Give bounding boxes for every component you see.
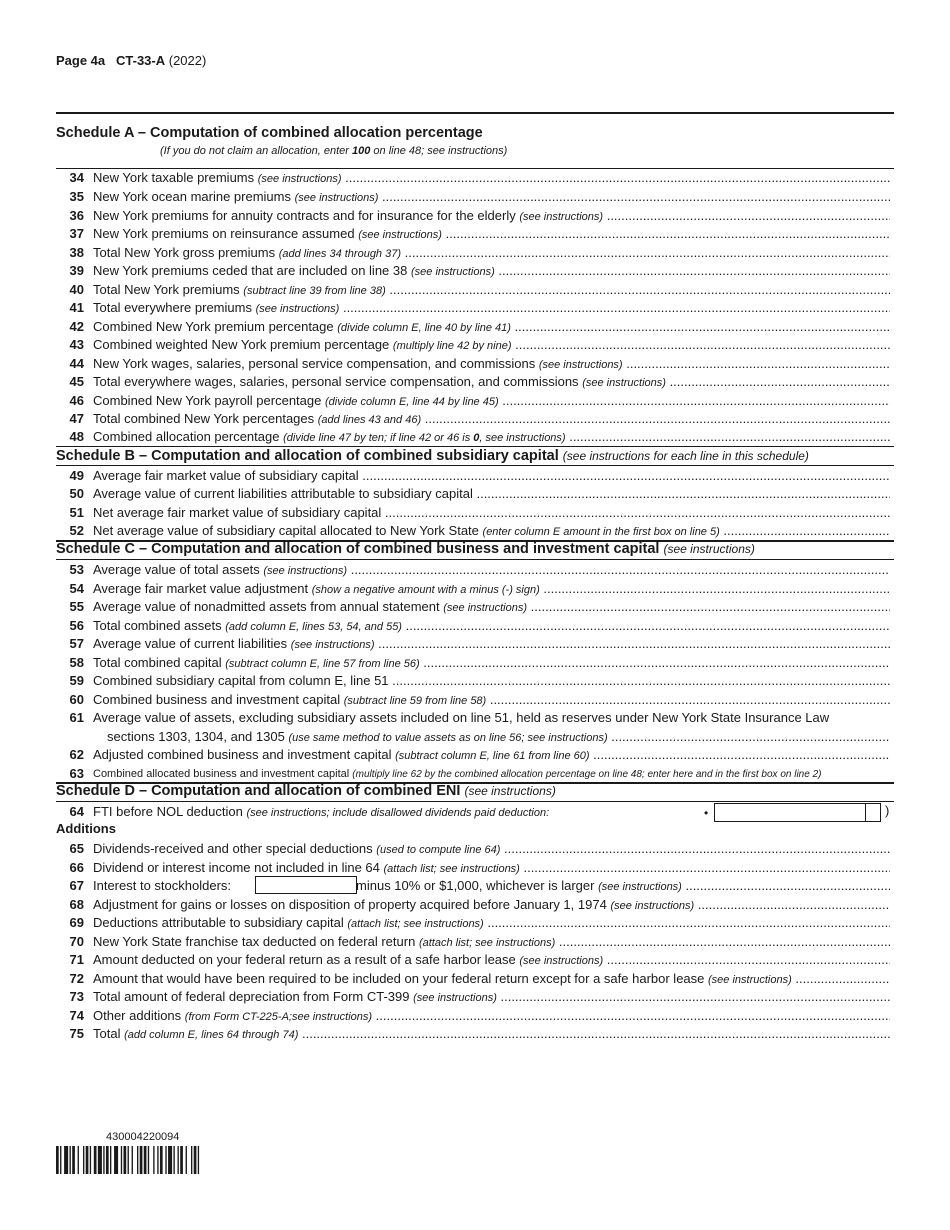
line-note: (enter column E amount in the first box on line 5): [482, 525, 720, 538]
barcode-bar: [106, 1146, 109, 1174]
line-34: [56, 169, 890, 187]
barcode-bar: [132, 1146, 133, 1174]
line-61: [56, 709, 890, 727]
line-label: Combined New York payroll percentage: [93, 392, 322, 408]
line-text: [93, 410, 890, 429]
line-number: 42: [69, 318, 84, 334]
form-year: (2022): [168, 53, 207, 68]
line-text: [93, 522, 890, 541]
line-text: [93, 598, 890, 617]
line-number: 46: [69, 392, 84, 408]
schedule-c-note: (see instructions): [663, 542, 755, 556]
line-note: (add lines 43 and 46): [317, 414, 422, 426]
line-label: Average value of assets, excluding subsidiary assets included on line 51, held as reserves under New York State Insurance Law: [93, 710, 830, 725]
barcode-bar: [94, 1146, 97, 1174]
line-number: 51: [69, 504, 84, 520]
line-label: Average fair market value of subsidiary capital: [93, 468, 359, 483]
line-note: (see instructions): [443, 602, 528, 614]
line-text: [93, 914, 890, 933]
line-number: 43: [69, 337, 84, 352]
line-note: (add column E, lines 53, 54, and 55): [225, 620, 402, 633]
closing-paren: ): [885, 803, 890, 818]
line-note: (attach list; see instructions): [418, 936, 556, 949]
line-text: [93, 709, 890, 727]
line-label: Total everywhere wages, salaries, personal service compensation, and commissions: [93, 374, 579, 389]
line-number: 45: [69, 374, 84, 389]
line-text: [93, 373, 890, 392]
schedule-d-title-text: Schedule D – Computation and allocation of combined ENI: [56, 783, 461, 799]
line-label: Total combined assets: [93, 617, 222, 633]
line-70: [56, 933, 890, 951]
line-74: [56, 1007, 890, 1025]
line-text: [93, 617, 890, 636]
line-note: (see instructions): [519, 955, 604, 967]
line-number: 75: [69, 1026, 84, 1041]
line-text: [93, 580, 890, 599]
line-label: New York ocean marine premiums: [93, 189, 291, 204]
line-number: 61: [69, 710, 84, 725]
line-53: [56, 561, 890, 579]
barcode-bar: [60, 1146, 61, 1174]
line-label: Amount that would have been required to be included on your federal return except for a safe harbor lease: [93, 970, 705, 986]
line-75: [56, 1025, 890, 1043]
line-label: Average value of total assets: [93, 562, 260, 577]
barcode-bar: [86, 1146, 89, 1174]
line-65: [56, 840, 890, 858]
top-divider: [56, 112, 894, 114]
line-37: [56, 225, 890, 243]
line-label: New York State franchise tax deducted on federal return: [93, 933, 416, 949]
line-label: sections 1303, 1304, and 1305: [107, 728, 285, 744]
line-label: Net average value of subsidiary capital allocated to New York State: [93, 522, 479, 538]
schedule-d-note: (see instructions): [464, 784, 556, 798]
line-number: 49: [69, 468, 84, 483]
line-number: 55: [69, 599, 84, 614]
line-label: Total combined New York percentages: [93, 411, 315, 426]
line-note: (use same method to value assets as on line 56; see instructions): [288, 731, 608, 744]
page-label: Page 4a: [56, 53, 106, 68]
schedule-c-title-text: Schedule C – Computation and allocation of combined business and investment capital: [56, 541, 660, 557]
barcode-bar: [173, 1146, 174, 1174]
line-note: (see instructions): [257, 173, 342, 185]
line-number: 63: [69, 765, 84, 781]
line-text: [93, 299, 890, 318]
line-text: [93, 988, 890, 1007]
barcode-bar: [124, 1146, 127, 1174]
line-number: 57: [69, 636, 84, 651]
line-text: [93, 467, 890, 485]
line-number: 62: [69, 747, 84, 762]
line-number: 41: [69, 300, 84, 315]
schedule-b-rule-top: [56, 446, 894, 447]
line-text: [93, 207, 890, 226]
line-label: Amount deducted on your federal return as a result of a safe harbor lease: [93, 952, 516, 967]
line-note: (see instructions): [255, 303, 340, 315]
line-text: [93, 504, 890, 522]
line-label: Adjustment for gains or losses on disposition of property acquired before January 1, 1974: [93, 896, 607, 912]
line-43: [56, 336, 890, 354]
line-label: Adjusted combined business and investment capital: [93, 747, 392, 762]
line-number: 69: [69, 915, 84, 930]
line-note: (see instructions): [598, 881, 682, 893]
line-text: [93, 765, 890, 784]
schedule-a-title: [56, 125, 483, 141]
line-label: Deductions attributable to subsidiary capital: [93, 915, 344, 930]
line-label: Combined business and investment capital: [93, 691, 341, 707]
line-58: [56, 654, 890, 672]
line-note: (multiply line 42 by nine): [392, 340, 512, 352]
barcode-bar: [114, 1146, 118, 1174]
line-number: 39: [69, 263, 84, 278]
line-number: 73: [69, 989, 84, 1004]
barcode-bar: [110, 1146, 111, 1174]
line-72: [56, 970, 890, 988]
schedule-b-title-text: Schedule B – Computation and allocation of combined subsidiary capital: [56, 448, 559, 464]
line-label: Other additions: [93, 1007, 182, 1023]
page-header: [56, 53, 206, 68]
line-number: 36: [69, 207, 84, 223]
schedule-d-rule: [56, 801, 894, 802]
line-number: 71: [69, 952, 84, 967]
line-number: 38: [69, 244, 84, 260]
line-52: [56, 522, 890, 540]
line-text: [93, 654, 890, 673]
line-label: Total New York premiums: [93, 281, 240, 297]
line-label: Combined weighted New York premium percentage: [93, 337, 390, 352]
line-number: 53: [69, 562, 84, 577]
bullet-icon: •: [704, 806, 709, 820]
schedule-b-title: [56, 448, 809, 464]
line-note: (attach list; see instructions): [347, 918, 484, 930]
line-38: [56, 244, 890, 262]
line-note: (see instructions): [538, 358, 623, 371]
barcode-bar: [178, 1146, 179, 1174]
line-note: (see instructions): [410, 266, 495, 278]
schedule-d-title: [56, 783, 556, 799]
barcode-bar: [70, 1146, 71, 1174]
line-73: [56, 988, 890, 1006]
line-number: 35: [69, 189, 84, 204]
line-57: [56, 635, 890, 653]
line-note: (divide column E, line 44 by line 45): [324, 395, 499, 408]
line-text: [93, 244, 890, 263]
barcode-bar: [78, 1146, 79, 1174]
line-note: (see instructions): [294, 192, 379, 204]
line-label: Average fair market value adjustment: [93, 580, 309, 596]
line-label: Interest to stockholders:: [93, 878, 232, 893]
schedule-c-rule: [56, 559, 894, 560]
line-note: (used to compute line 64): [376, 844, 501, 856]
line-text: [93, 392, 890, 411]
line-48: [56, 428, 890, 446]
barcode-bar: [194, 1146, 197, 1174]
line-label: Total New York gross premiums: [93, 244, 276, 260]
line-number: 67: [69, 878, 84, 893]
barcode-number: 430004220094: [106, 1131, 180, 1143]
line-number: 74: [69, 1007, 84, 1023]
additions-label: Additions: [56, 821, 116, 836]
barcode-bar: [72, 1146, 75, 1174]
barcode-bar: [160, 1146, 163, 1174]
line-number: 48: [69, 429, 84, 444]
line-note: (see instructions): [519, 210, 604, 223]
line-text: [93, 840, 890, 859]
line-note: (see instructions): [263, 565, 348, 577]
schedule-a-title-text: Schedule A – Computation of combined allocation percentage: [56, 125, 483, 141]
line-label-2: minus 10% or $1,000, whichever is larger: [356, 878, 595, 893]
line-60: [56, 691, 890, 709]
line-label: Combined New York premium percentage: [93, 318, 334, 334]
line-note: (subtract column E, line 61 from line 60): [395, 750, 590, 762]
line-note: (subtract line 39 from line 38): [243, 284, 386, 297]
line-label: New York premiums on reinsurance assumed: [93, 226, 355, 241]
line-label: FTI before NOL deduction: [93, 804, 243, 819]
line-45: [56, 373, 890, 391]
line-50: [56, 485, 890, 503]
line-text: [93, 672, 890, 690]
line-42: [56, 318, 890, 336]
disallowed-dividends-cents-input[interactable]: [864, 803, 881, 822]
line-label: New York premiums for annuity contracts and for insurance for the elderly: [93, 207, 516, 223]
line-text: [93, 970, 890, 989]
line-label: Total everywhere premiums: [93, 300, 252, 315]
barcode: [56, 1146, 240, 1174]
line-71: [56, 951, 890, 969]
barcode-bar: [103, 1146, 104, 1174]
line-note: (see instructions): [413, 992, 497, 1004]
line-note: (subtract line 59 from line 58): [343, 694, 487, 707]
line-text: [93, 485, 890, 503]
line-number: 52: [69, 522, 84, 538]
barcode-bar: [137, 1146, 138, 1174]
line-number: 65: [69, 841, 84, 856]
line-label: New York taxable premiums: [93, 170, 255, 185]
line-number: 56: [69, 617, 84, 633]
line-label: Total amount of federal depreciation from Form CT-399: [93, 989, 410, 1004]
line-number: 66: [69, 859, 84, 875]
line-note: (add lines 34 through 37): [278, 247, 402, 260]
line-text: [93, 561, 890, 580]
line-number: 72: [69, 970, 84, 986]
line-note: (add column E, lines 64 through 74): [124, 1029, 299, 1041]
line-46: [56, 392, 890, 410]
line-number: 34: [69, 170, 84, 185]
line-44: [56, 355, 890, 373]
line-text: [93, 1007, 890, 1026]
line-note: (see instructions): [358, 229, 442, 241]
line-text: [93, 951, 890, 970]
line-56: [56, 617, 890, 635]
line-36: [56, 207, 890, 225]
barcode-bar: [186, 1146, 187, 1174]
line-47: [56, 410, 890, 428]
barcode-bar: [64, 1146, 68, 1174]
line-note: (from Form CT-225-A;see instructions): [184, 1010, 373, 1023]
line-number: 58: [69, 654, 84, 670]
line-text: [93, 188, 890, 207]
line-text: [93, 635, 890, 654]
line-label: New York premiums ceded that are included on line 38: [93, 263, 408, 278]
line-number: 60: [69, 691, 84, 707]
line-text: [93, 896, 890, 915]
line-note: (show a negative amount with a minus (-) sign): [311, 583, 540, 596]
barcode-bar: [157, 1146, 158, 1174]
barcode-bar: [180, 1146, 183, 1174]
line-note: (divide line 47 by ten; if line 42 or 46 is 0, see instructions): [283, 432, 566, 444]
line-label: Total combined capital: [93, 654, 222, 670]
line-59: [56, 672, 890, 690]
line-label: Combined subsidiary capital from column E, line 51: [93, 673, 389, 688]
line-text: [93, 355, 890, 374]
line-number: 59: [69, 673, 84, 688]
barcode-bar: [83, 1146, 84, 1174]
line-text: [93, 933, 890, 952]
schedule-b-rule: [56, 465, 894, 466]
line-text: [93, 262, 890, 281]
line-text: [93, 336, 890, 355]
line-54: [56, 580, 890, 598]
interest-to-stockholders-input[interactable]: [255, 876, 357, 894]
disallowed-dividends-input[interactable]: [714, 803, 866, 822]
barcode-bar: [144, 1146, 147, 1174]
line-63: [56, 765, 890, 783]
line-67: [56, 877, 890, 895]
line-note: (subtract column E, line 57 from line 56): [225, 657, 420, 670]
line-69: [56, 914, 890, 932]
line-label: Combined allocation percentage: [93, 429, 280, 444]
barcode-bar: [148, 1146, 149, 1174]
line-text: [93, 691, 890, 710]
line-text: [93, 877, 890, 896]
line-label: Dividends-received and other special deductions: [93, 841, 373, 856]
line-55: [56, 598, 890, 616]
line-label: New York wages, salaries, personal service compensation, and commissions: [93, 355, 536, 371]
line-39: [56, 262, 890, 280]
line-label: Average value of current liabilities: [93, 636, 288, 651]
line-number: 47: [69, 411, 84, 426]
form-id: CT-33-A: [116, 53, 166, 68]
barcode-bar: [121, 1146, 122, 1174]
line-35: [56, 188, 890, 206]
line-number: 50: [69, 486, 84, 502]
line-text: [93, 1025, 890, 1044]
line-number: 54: [69, 580, 84, 596]
line-49: [56, 467, 890, 485]
line-text: [93, 225, 890, 244]
barcode-bar: [168, 1146, 172, 1174]
barcode-bar: [98, 1146, 102, 1174]
schedule-c-title: [56, 541, 755, 557]
line-label: Average value of current liabilities attributable to subsidiary capital: [93, 486, 473, 502]
line-note: (divide column E, line 40 by line 41): [337, 321, 511, 334]
line-note: (see instructions): [610, 899, 695, 912]
schedule-a-note: (If you do not claim an allocation, enter 100 on line 48; see instructions): [160, 145, 508, 157]
line-note: (see instructions): [708, 973, 792, 986]
line-continuation: [107, 728, 890, 746]
line-label: Combined allocated business and investment capital: [93, 767, 350, 780]
line-text: [93, 746, 890, 765]
line-label: Total: [93, 1026, 121, 1041]
line-text: [93, 318, 890, 337]
line-note: (see instructions; include disallowed dividends paid deduction:: [246, 807, 550, 819]
line-62: [56, 746, 890, 764]
barcode-bar: [128, 1146, 129, 1174]
line-41: [56, 299, 890, 317]
line-number: 44: [69, 355, 84, 371]
line-number: 70: [69, 933, 84, 949]
line-number: 40: [69, 281, 84, 297]
line-text: [93, 169, 890, 188]
line-40: [56, 281, 890, 299]
barcode-bar: [165, 1146, 166, 1174]
line-note: (multiply line 62 by the combined allocation percentage on line 48; enter here and in the first box on line 2): [352, 768, 822, 780]
line-number: 68: [69, 896, 84, 912]
line-number: 64: [69, 804, 84, 819]
line-note: (attach list; see instructions): [383, 862, 520, 875]
barcode-bar: [140, 1146, 143, 1174]
line-68: [56, 896, 890, 914]
schedule-b-note: (see instructions for each line in this schedule): [562, 449, 809, 463]
barcode-bar: [153, 1146, 154, 1174]
barcode-bar: [198, 1146, 199, 1174]
line-text: [93, 859, 890, 878]
barcode-bar: [90, 1146, 91, 1174]
barcode-bar: [56, 1146, 59, 1174]
line-label: Net average fair market value of subsidiary capital: [93, 504, 382, 520]
line-51: [56, 504, 890, 522]
line-66: [56, 859, 890, 877]
line-note: (see instructions): [582, 377, 666, 389]
line-text: [93, 428, 890, 447]
line-label: Average value of nonadmitted assets from annual statement: [93, 599, 440, 614]
line-text: [93, 281, 890, 300]
line-label: Dividend or interest income not included in line 64: [93, 859, 380, 875]
barcode-bar: [191, 1146, 192, 1174]
line-note: (see instructions): [290, 639, 375, 651]
line-number: 37: [69, 226, 84, 241]
